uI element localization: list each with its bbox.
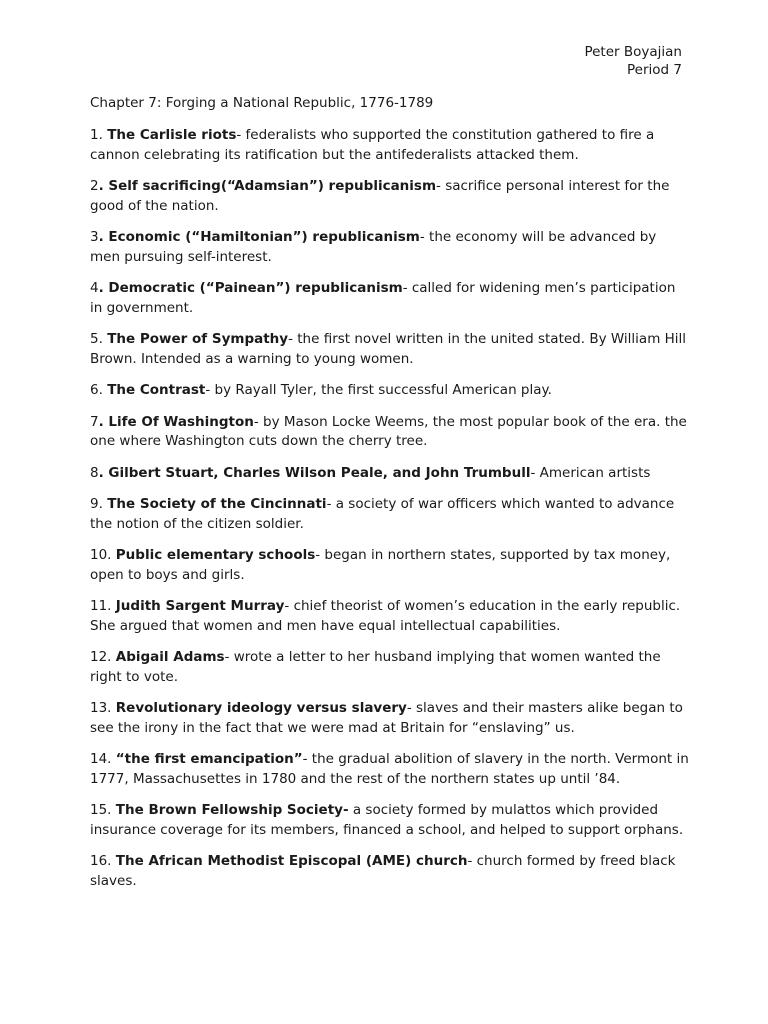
- term-item: [90, 330, 690, 369]
- term-number: 5.: [90, 331, 103, 347]
- term-number: 6.: [90, 382, 103, 398]
- term-definition: - sacrifice personal interest for the good of the nation.: [90, 178, 670, 214]
- term-name: The Power of Sympathy: [107, 331, 289, 347]
- term-number: 2: [90, 178, 99, 194]
- term-name: “the first emancipation”: [115, 751, 303, 767]
- term-item: [90, 279, 690, 318]
- term-definition: - by Mason Locke Weems, the most popular book of the era. the one where Washington cuts down the cherry tree.: [90, 413, 687, 449]
- term-number: 9.: [90, 496, 103, 512]
- term-definition: - the gradual abolition of slavery in the north. Vermont in 1777, Massachusettes in 1780 and the rest of the northern states up until ’84.: [90, 751, 689, 787]
- term-number: 1.: [90, 127, 103, 143]
- term-number: 13.: [90, 700, 112, 716]
- term-name: Abigail Adams: [115, 649, 225, 665]
- student-header: [584, 43, 682, 79]
- term-number: 4: [90, 280, 99, 296]
- term-name: The Brown Fellowship Society-: [115, 802, 349, 818]
- term-name: . Economic (“Hamiltonian”) republicanism: [98, 229, 420, 245]
- term-item: [90, 177, 690, 216]
- term-definition: - called for widening men’s participation in government.: [90, 280, 676, 316]
- student-name: Peter Boyajian: [584, 44, 682, 60]
- term-definition: - federalists who supported the constitution gathered to fire a cannon celebrating its ratification but the antifederalists attacked them.: [90, 127, 655, 163]
- term-number: 10.: [90, 547, 112, 563]
- term-item: [90, 228, 690, 267]
- term-name: The Contrast: [107, 382, 206, 398]
- term-number: 8: [90, 464, 99, 481]
- term-name: . Democratic (“Painean”) republicanism: [98, 280, 403, 296]
- term-name: . Self sacrificing(“Adamsian”) republicanism: [98, 178, 437, 194]
- term-definition: - slaves and their masters alike began to see the irony in the fact that we were mad at Britain for “enslaving” us.: [90, 700, 683, 736]
- term-definition: a society formed by mulattos which provided insurance coverage for its members, financed a school, and helped to support orphans.: [90, 802, 684, 838]
- term-name: The African Methodist Episcopal (AME) church: [115, 853, 468, 869]
- term-definition: - by Rayall Tyler, the first successful American play.: [205, 382, 552, 398]
- term-number: 3: [90, 229, 99, 245]
- term-number: 14.: [90, 751, 112, 767]
- term-item: [90, 801, 690, 840]
- term-name: Public elementary schools: [115, 547, 316, 563]
- term-item: [90, 648, 690, 687]
- term-number: 12.: [90, 649, 112, 665]
- term-number: 15.: [90, 802, 112, 818]
- term-definition: - began in northern states, supported by tax money, open to boys and girls.: [90, 547, 671, 583]
- term-number: 16.: [90, 853, 112, 869]
- term-definition: - the economy will be advanced by men pursuing self-interest.: [90, 229, 657, 265]
- term-definition: - American artists: [530, 464, 651, 481]
- term-item: [90, 126, 690, 165]
- term-name: The Carlisle riots: [107, 127, 237, 143]
- term-name: Revolutionary ideology versus slavery: [115, 700, 407, 716]
- term-item: [90, 597, 690, 636]
- term-item: [90, 495, 690, 534]
- term-list: [90, 126, 690, 903]
- term-item: [90, 699, 690, 738]
- term-name: . Life Of Washington: [98, 413, 254, 430]
- term-item: [90, 750, 690, 789]
- term-number: 7: [90, 413, 99, 430]
- term-definition: - chief theorist of women’s education in the early republic. She argued that women and men have equal intellectual capabilities.: [90, 598, 681, 634]
- term-name: The Society of the Cincinnati: [107, 496, 327, 512]
- term-definition: - the first novel written in the united stated. By William Hill Brown. Intended as a warning to young women.: [90, 331, 687, 367]
- class-period: Period 7: [627, 62, 682, 78]
- term-name: . Gilbert Stuart, Charles Wilson Peale, and John Trumbull: [98, 464, 531, 481]
- term-definition: - wrote a letter to her husband implying that women wanted the right to vote.: [90, 649, 661, 685]
- term-item: [90, 413, 690, 452]
- chapter-title: Chapter 7: Forging a National Republic, 1776-1789: [90, 95, 434, 111]
- term-number: 11.: [90, 598, 112, 614]
- term-item: [90, 546, 690, 585]
- term-item: [90, 464, 690, 484]
- term-name: Judith Sargent Murray: [115, 598, 285, 614]
- term-definition: - a society of war officers which wanted to advance the notion of the citizen soldier.: [90, 496, 675, 532]
- term-item: [90, 852, 690, 891]
- term-item: [90, 381, 690, 401]
- term-definition: - church formed by freed black slaves.: [90, 853, 676, 889]
